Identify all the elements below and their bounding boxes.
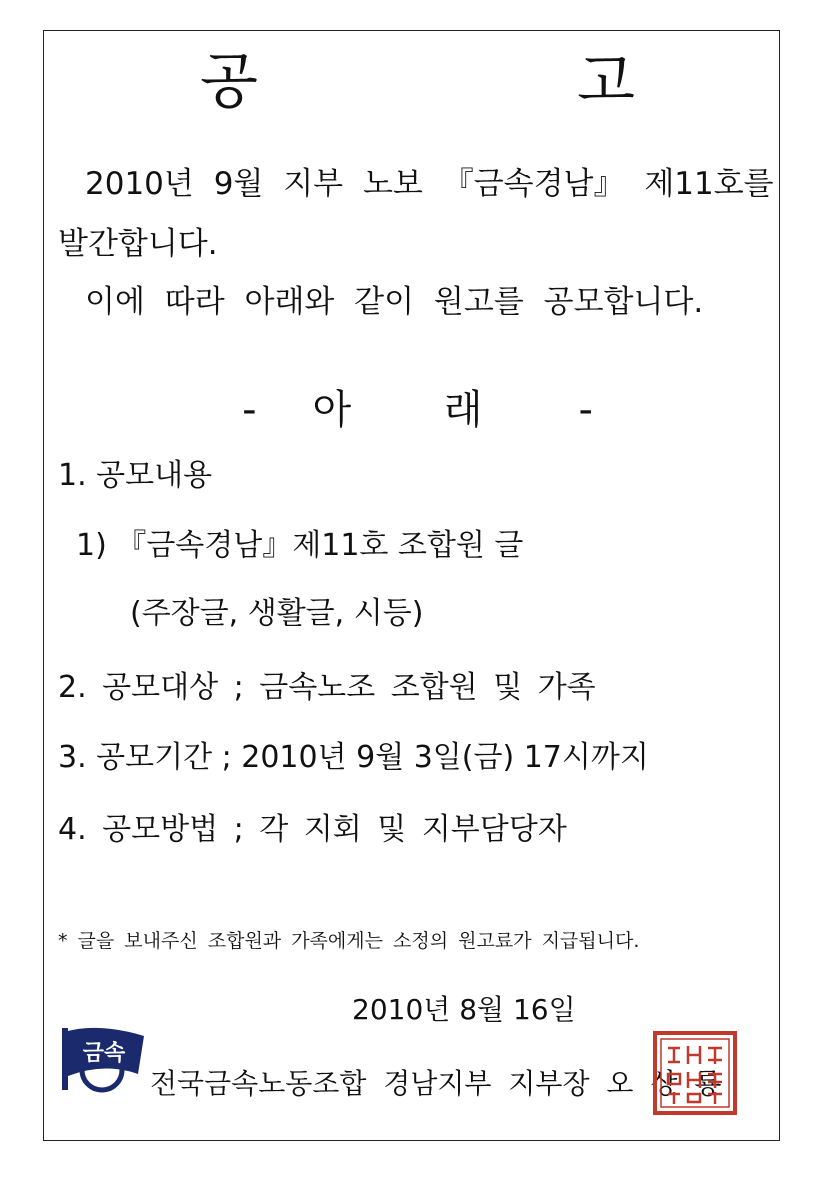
intro-paragraph-line2: 발간합니다. bbox=[58, 226, 218, 262]
signature-line: 전국금속노동조합 경남지부 지부장 오 상 룡 bbox=[150, 1067, 722, 1100]
heading-dash-left: - bbox=[242, 387, 257, 433]
section-heading bbox=[0, 378, 835, 435]
item-1-sub-2: (주장글, 생활글, 시등) bbox=[130, 596, 424, 631]
metal-union-flag-logo-icon bbox=[58, 1022, 148, 1094]
item-1-sub-1: 1) 『금속경남』제11호 조합원 글 bbox=[76, 528, 524, 563]
intro-paragraph-line3: 이에 따라 아래와 같이 원고를 공모합니다. bbox=[85, 284, 704, 320]
red-official-seal-icon bbox=[652, 1030, 738, 1116]
notice-title: 공 고 bbox=[200, 47, 785, 117]
item-3-period: 3. 공모기간 ; 2010년 9월 3일(금) 17시까지 bbox=[58, 740, 649, 775]
item-4-method: 4. 공모방법 ; 각 지회 및 지부담당자 bbox=[58, 812, 567, 847]
heading-dash-right: - bbox=[578, 387, 593, 433]
heading-text: 아 래 bbox=[312, 387, 523, 433]
footnote: * 글을 보내주신 조합원과 가족에게는 소정의 원고료가 지급됩니다. bbox=[58, 930, 640, 952]
item-2-target: 2. 공모대상 ; 금속노조 조합원 및 가족 bbox=[58, 670, 596, 705]
intro-paragraph-line1: 2010년 9월 지부 노보 『금속경남』 제11호를 bbox=[85, 166, 774, 202]
item-1-content: 1. 공모내용 bbox=[58, 458, 213, 493]
notice-date: 2010년 8월 16일 bbox=[352, 993, 576, 1026]
logo-text: 금속 bbox=[82, 1041, 126, 1066]
